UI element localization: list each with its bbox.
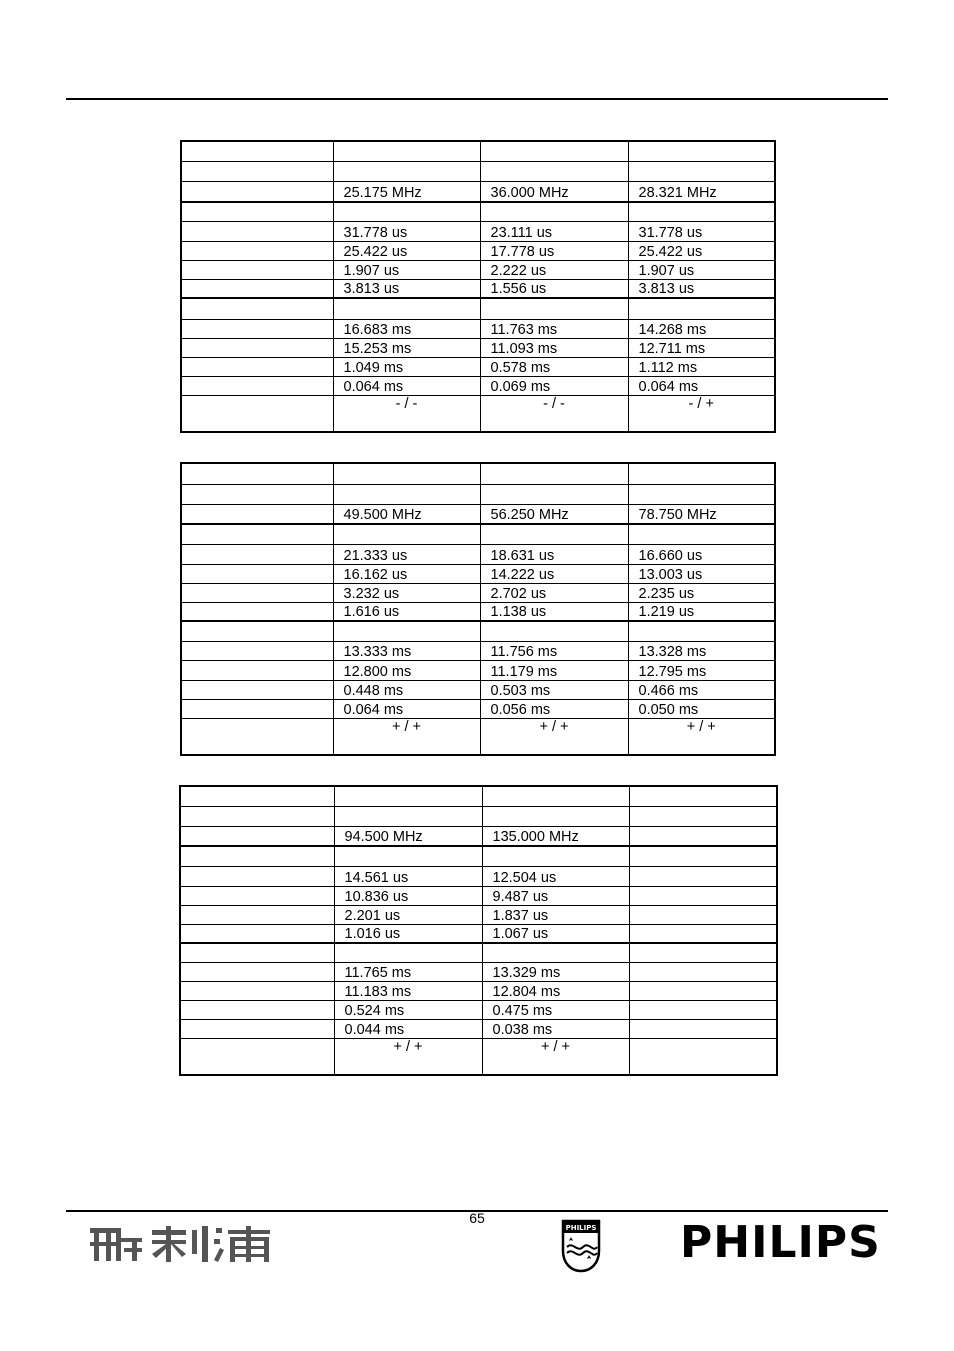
table-cell xyxy=(180,1038,334,1075)
table-cell: 36.000 MHz xyxy=(480,181,628,202)
table-cell xyxy=(181,181,333,202)
table-cell xyxy=(181,221,333,241)
table-row xyxy=(181,141,775,161)
timing-table-3 xyxy=(179,785,778,1076)
table-row xyxy=(180,846,777,866)
table-cell: 3.813 us xyxy=(628,279,775,298)
table-cell xyxy=(180,866,334,886)
table-cell: 9.487 us xyxy=(482,886,629,905)
table-cell: - / - xyxy=(480,395,628,432)
table-cell xyxy=(482,806,629,826)
table-cell xyxy=(181,718,333,755)
table-cell: 0.064 ms xyxy=(628,376,775,395)
table-cell xyxy=(628,298,775,319)
table-row xyxy=(181,338,775,357)
table-cell: 0.069 ms xyxy=(480,376,628,395)
table-cell: 1.219 us xyxy=(628,602,775,621)
table-cell: 1.907 us xyxy=(333,260,480,279)
table-cell: 56.250 MHz xyxy=(480,504,628,524)
table-cell xyxy=(181,660,333,680)
table-row xyxy=(180,943,777,962)
table-cell: 2.702 us xyxy=(480,583,628,602)
table-row xyxy=(181,241,775,260)
table-cell xyxy=(628,484,775,504)
table-cell: 11.179 ms xyxy=(480,660,628,680)
table-row xyxy=(180,1019,777,1038)
table-cell: 1.016 us xyxy=(334,924,482,943)
table-cell: 1.049 ms xyxy=(333,357,480,376)
table-cell: 25.422 us xyxy=(628,241,775,260)
table-cell: 0.064 ms xyxy=(333,699,480,718)
table-row xyxy=(181,221,775,241)
table-cell xyxy=(334,786,482,806)
table-cell xyxy=(629,924,777,943)
table-cell xyxy=(181,680,333,699)
table-cell xyxy=(628,202,775,221)
table-cell: 16.660 us xyxy=(628,544,775,564)
table-cell: + / + xyxy=(482,1038,629,1075)
table-row xyxy=(180,905,777,924)
table-row xyxy=(181,641,775,660)
table-cell xyxy=(482,846,629,866)
table-cell xyxy=(180,962,334,981)
table-cell: 16.683 ms xyxy=(333,319,480,338)
table-cell: 14.222 us xyxy=(480,564,628,583)
table-row xyxy=(181,395,775,432)
table-cell: 11.756 ms xyxy=(480,641,628,660)
table-cell: + / + xyxy=(333,718,480,755)
table-cell xyxy=(181,395,333,432)
table-cell: 0.056 ms xyxy=(480,699,628,718)
table-cell xyxy=(629,981,777,1000)
table-cell: 25.175 MHz xyxy=(333,181,480,202)
table-row xyxy=(181,463,775,484)
table-cell: 0.475 ms xyxy=(482,1000,629,1019)
table-cell xyxy=(181,202,333,221)
timing-table-1 xyxy=(180,140,776,433)
table-cell xyxy=(333,161,480,181)
table-cell: 2.201 us xyxy=(334,905,482,924)
table-cell xyxy=(181,319,333,338)
table-cell: 13.003 us xyxy=(628,564,775,583)
table-cell: 21.333 us xyxy=(333,544,480,564)
table-cell: 0.466 ms xyxy=(628,680,775,699)
table-row xyxy=(180,962,777,981)
table-cell: 11.763 ms xyxy=(480,319,628,338)
table-cell xyxy=(181,583,333,602)
table-cell xyxy=(480,298,628,319)
table-cell xyxy=(180,886,334,905)
table-cell xyxy=(181,621,333,641)
table-cell xyxy=(628,141,775,161)
table-cell: 135.000 MHz xyxy=(482,826,629,846)
table-cell xyxy=(180,846,334,866)
table-row xyxy=(180,826,777,846)
table-cell xyxy=(629,886,777,905)
table-cell xyxy=(629,905,777,924)
table-cell xyxy=(333,484,480,504)
table-cell: 1.112 ms xyxy=(628,357,775,376)
table-cell: 11.093 ms xyxy=(480,338,628,357)
table-row xyxy=(180,1038,777,1075)
table-row xyxy=(181,544,775,564)
table-row xyxy=(181,298,775,319)
table-cell: 1.907 us xyxy=(628,260,775,279)
table-cell xyxy=(181,602,333,621)
table-cell xyxy=(629,846,777,866)
table-cell xyxy=(629,1019,777,1038)
table-row xyxy=(180,886,777,905)
table-cell xyxy=(333,621,480,641)
table-cell: 1.556 us xyxy=(480,279,628,298)
table-row xyxy=(181,319,775,338)
table-cell: 12.795 ms xyxy=(628,660,775,680)
table-cell: 12.711 ms xyxy=(628,338,775,357)
table-cell xyxy=(480,202,628,221)
table-cell xyxy=(181,141,333,161)
table-cell xyxy=(181,484,333,504)
table-row xyxy=(181,602,775,621)
table-cell xyxy=(180,981,334,1000)
table-cell: + / + xyxy=(480,718,628,755)
table-cell: 12.800 ms xyxy=(333,660,480,680)
table-cell xyxy=(482,943,629,962)
table-cell xyxy=(334,846,482,866)
table-row xyxy=(181,260,775,279)
table-cell xyxy=(628,463,775,484)
table-cell: 11.765 ms xyxy=(334,962,482,981)
table-cell: + / + xyxy=(334,1038,482,1075)
table-row xyxy=(181,524,775,544)
table-row xyxy=(181,718,775,755)
table-row xyxy=(180,866,777,886)
table-cell xyxy=(629,962,777,981)
table-row xyxy=(181,279,775,298)
table-cell xyxy=(181,241,333,260)
table-row xyxy=(180,806,777,826)
table-cell xyxy=(629,943,777,962)
table-cell xyxy=(181,357,333,376)
table-cell: 13.329 ms xyxy=(482,962,629,981)
table-cell: 13.333 ms xyxy=(333,641,480,660)
table-cell: 14.268 ms xyxy=(628,319,775,338)
table-cell: 0.050 ms xyxy=(628,699,775,718)
table-cell xyxy=(333,202,480,221)
table-cell xyxy=(181,524,333,544)
table-cell: 0.044 ms xyxy=(334,1019,482,1038)
philips-chinese-logo-icon xyxy=(88,1224,272,1264)
table-row xyxy=(180,786,777,806)
table-cell xyxy=(480,621,628,641)
table-row xyxy=(181,357,775,376)
table-cell: - / - xyxy=(333,395,480,432)
table-cell: 0.038 ms xyxy=(482,1019,629,1038)
table-cell xyxy=(333,141,480,161)
table-cell xyxy=(629,806,777,826)
table-cell xyxy=(629,786,777,806)
table-cell xyxy=(629,1000,777,1019)
table-cell: 13.328 ms xyxy=(628,641,775,660)
table-cell: 78.750 MHz xyxy=(628,504,775,524)
philips-shield-emblem-icon xyxy=(561,1219,601,1273)
table-cell xyxy=(181,463,333,484)
table-cell xyxy=(181,260,333,279)
table-cell: 1.067 us xyxy=(482,924,629,943)
table-cell: 0.064 ms xyxy=(333,376,480,395)
table-row xyxy=(181,161,775,181)
emblem-label: PHILIPS xyxy=(565,1224,597,1232)
table-row xyxy=(181,202,775,221)
table-cell: 2.235 us xyxy=(628,583,775,602)
table-row xyxy=(181,699,775,718)
table-cell: 1.138 us xyxy=(480,602,628,621)
table-row xyxy=(180,1000,777,1019)
table-cell xyxy=(334,943,482,962)
table-cell: 10.836 us xyxy=(334,886,482,905)
table-cell: 14.561 us xyxy=(334,866,482,886)
table-cell: 0.448 ms xyxy=(333,680,480,699)
timing-table-2 xyxy=(180,462,776,756)
table-cell xyxy=(480,161,628,181)
table-cell: 11.183 ms xyxy=(334,981,482,1000)
table-cell: 31.778 us xyxy=(333,221,480,241)
philips-wordmark: PHILIPS xyxy=(680,1217,881,1268)
table-cell: 3.813 us xyxy=(333,279,480,298)
table-cell xyxy=(628,524,775,544)
table-cell xyxy=(480,463,628,484)
table-cell: 0.578 ms xyxy=(480,357,628,376)
table-cell: 0.524 ms xyxy=(334,1000,482,1019)
table-cell xyxy=(181,564,333,583)
table-cell: 1.616 us xyxy=(333,602,480,621)
table-row xyxy=(181,504,775,524)
table-cell xyxy=(181,699,333,718)
table-row xyxy=(181,621,775,641)
table-row xyxy=(181,660,775,680)
table-cell xyxy=(628,621,775,641)
table-cell: + / + xyxy=(628,718,775,755)
table-cell xyxy=(180,924,334,943)
table-cell xyxy=(333,463,480,484)
table-row xyxy=(180,924,777,943)
table-cell xyxy=(333,524,480,544)
table-cell xyxy=(629,826,777,846)
table-cell xyxy=(628,161,775,181)
table-cell xyxy=(480,484,628,504)
table-cell xyxy=(181,544,333,564)
table-cell: 25.422 us xyxy=(333,241,480,260)
table-cell xyxy=(480,141,628,161)
table-cell xyxy=(181,376,333,395)
table-cell: 16.162 us xyxy=(333,564,480,583)
table-cell: 12.504 us xyxy=(482,866,629,886)
table-cell xyxy=(181,161,333,181)
table-cell xyxy=(180,826,334,846)
table-cell: 31.778 us xyxy=(628,221,775,241)
table-cell: 17.778 us xyxy=(480,241,628,260)
table-cell: 28.321 MHz xyxy=(628,181,775,202)
table-row xyxy=(181,376,775,395)
header-rule xyxy=(66,98,888,100)
table-cell xyxy=(180,806,334,826)
table-cell xyxy=(629,1038,777,1075)
table-row xyxy=(181,484,775,504)
table-cell xyxy=(480,524,628,544)
table-cell xyxy=(180,1000,334,1019)
table-cell: 23.111 us xyxy=(480,221,628,241)
table-cell: 1.837 us xyxy=(482,905,629,924)
table-cell xyxy=(181,504,333,524)
table-cell xyxy=(333,298,480,319)
table-cell xyxy=(180,1019,334,1038)
table-cell xyxy=(180,943,334,962)
table-cell: 18.631 us xyxy=(480,544,628,564)
table-cell xyxy=(181,279,333,298)
table-cell: 3.232 us xyxy=(333,583,480,602)
table-cell: 12.804 ms xyxy=(482,981,629,1000)
table-row xyxy=(180,981,777,1000)
table-cell xyxy=(180,786,334,806)
table-row xyxy=(181,564,775,583)
table-cell xyxy=(334,806,482,826)
table-cell: 2.222 us xyxy=(480,260,628,279)
table-cell: 15.253 ms xyxy=(333,338,480,357)
table-cell xyxy=(181,298,333,319)
table-cell: 0.503 ms xyxy=(480,680,628,699)
table-cell: - / + xyxy=(628,395,775,432)
table-cell: 49.500 MHz xyxy=(333,504,480,524)
page-number: 65 xyxy=(469,1210,485,1226)
table-cell xyxy=(181,641,333,660)
table-cell xyxy=(629,866,777,886)
table-row xyxy=(181,680,775,699)
table-cell xyxy=(482,786,629,806)
table-cell xyxy=(180,905,334,924)
table-cell xyxy=(181,338,333,357)
table-row xyxy=(181,583,775,602)
table-row xyxy=(181,181,775,202)
table-cell: 94.500 MHz xyxy=(334,826,482,846)
